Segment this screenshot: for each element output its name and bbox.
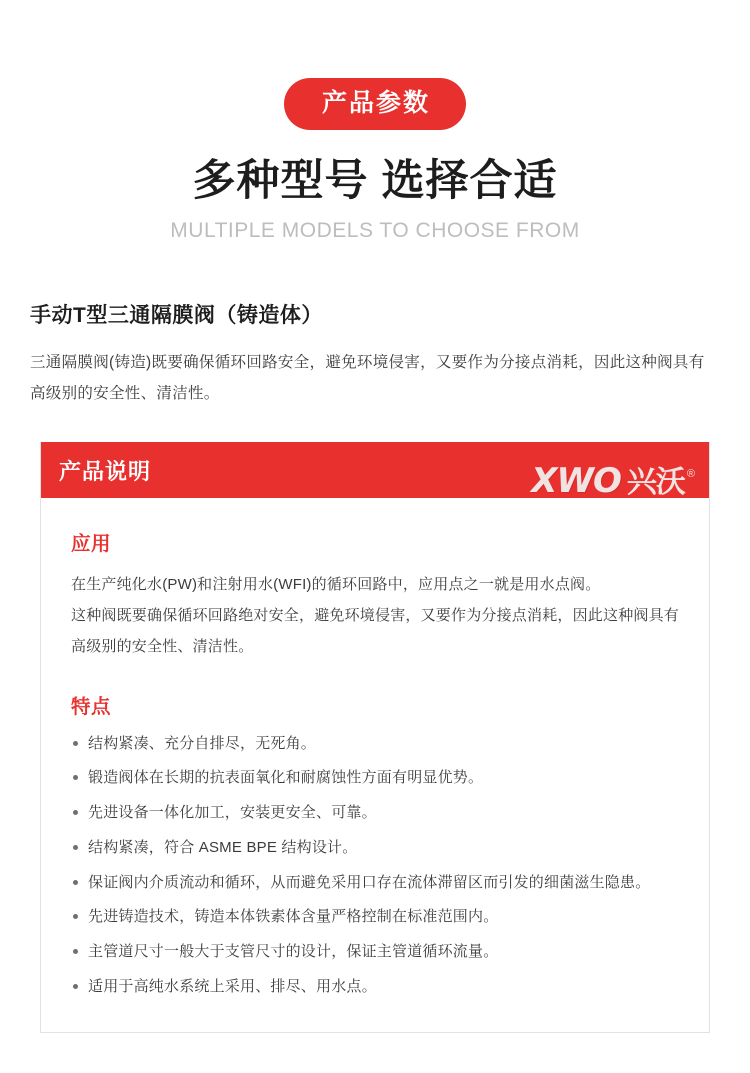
card-header — [41, 442, 709, 498]
registered-trademark-icon: ® — [686, 468, 695, 481]
brand-logo — [531, 461, 695, 499]
list-item: 适用于高纯水系统上采用、排尽、用水点。 — [71, 976, 679, 998]
page-subtitle: MULTIPLE MODELS TO CHOOSE FROM — [170, 219, 580, 243]
list-item: 结构紧凑、充分自排尽，无死角。 — [71, 733, 679, 755]
feature-list — [71, 733, 679, 998]
product-name-heading: 手动T型三通隔膜阀（铸造体） — [30, 304, 323, 328]
section-application — [71, 528, 679, 662]
brand-latin-text: XWO — [531, 461, 621, 499]
list-item: 结构紧凑，符合 ASME BPE 结构设计。 — [71, 837, 679, 859]
product-intro-text: 三通隔膜阀(铸造)既要确保循环回路安全，避免环境侵害，又要作为分接点消耗，因此这种阀具有高级别的安全性、清洁性。 — [30, 354, 705, 403]
list-item: 主管道尺寸一般大于支管尺寸的设计，保证主管道循环流量。 — [71, 941, 679, 963]
intro-block — [30, 299, 720, 409]
list-item: 先进铸造技术，铸造本体铁素体含量严格控制在标准范围内。 — [71, 906, 679, 928]
product-description-card — [40, 442, 710, 1032]
application-paragraph-2: 这种阀既要确保循环回路绝对安全，避免环境侵害，又要作为分接点消耗，因此这种阀具有高级别的安全性、清洁性。 — [71, 607, 680, 655]
section-badge: 产品参数 — [284, 78, 466, 130]
list-item: 保证阀内介质流动和循环，从而避免采用口存在流体滞留区而引发的细菌滋生隐患。 — [71, 872, 679, 894]
section-title: 应用 — [71, 533, 112, 556]
card-body — [41, 498, 709, 1031]
section-title: 特点 — [71, 695, 112, 718]
card-title: 产品说明 — [59, 458, 152, 484]
list-item: 锻造阀体在长期的抗表面氧化和耐腐蚀性方面有明显优势。 — [71, 767, 679, 789]
brand-chinese-text: 兴沃 — [626, 466, 685, 499]
application-paragraph-1: 在生产纯化水(PW)和注射用水(WFI)的循环回路中，应用点之一就是用水点阀。 — [71, 576, 601, 594]
page-header — [0, 0, 750, 243]
page-title: 多种型号 选择合适 — [192, 157, 558, 205]
section-features — [71, 691, 679, 998]
list-item: 先进设备一体化加工，安装更安全、可靠。 — [71, 802, 679, 824]
